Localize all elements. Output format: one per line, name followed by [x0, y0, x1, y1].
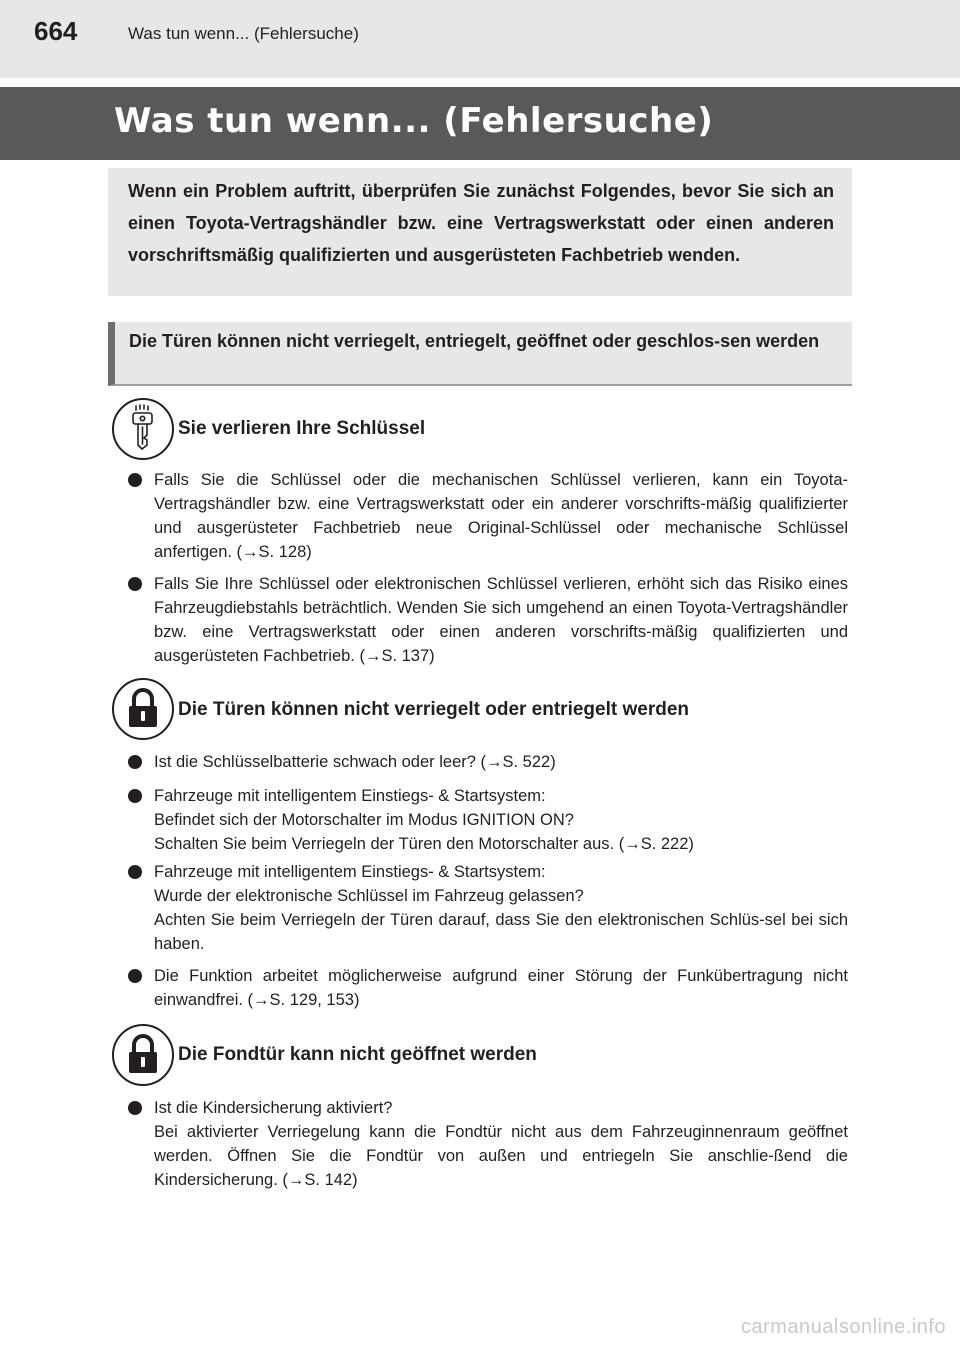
- section-title: Die Türen können nicht verriegelt, entriegelt, geöffnet oder geschlos-sen werden: [129, 331, 820, 351]
- bullet-text: Falls Sie die Schlüssel oder die mechanischen Schlüssel verlieren, kann ein Toyota-Vertragshändler bzw. eine Vertragswerkstatt oder ein anderer vorschrifts-mäßig qualifizierter und ausgerüsteter Fachbetrieb neue Original-Schlüssel oder mechanische Schlüssel anfertigen. (→S. 128): [154, 471, 848, 561]
- bullet-icon: [128, 473, 142, 487]
- padlock-icon: [112, 678, 174, 740]
- bullet-line: Wurde der elektronische Schlüssel im Fahrzeug gelassen?: [154, 887, 584, 905]
- title-band: [0, 87, 960, 160]
- padlock-icon: [112, 1024, 174, 1086]
- section-header: [108, 322, 852, 386]
- bullet-icon: [128, 755, 142, 769]
- bullet-icon: [128, 1101, 142, 1115]
- bullet-icon: [128, 789, 142, 803]
- bullet-text: Die Funktion arbeitet möglicherweise aufgrund einer Störung der Funkübertragung nicht einwandfrei. (→S. 129, 153): [154, 967, 848, 1009]
- bullet-icon: [128, 865, 142, 879]
- list-item: [128, 1096, 848, 1192]
- header-divider: [0, 78, 960, 87]
- watermark: carmanualsonline.info: [740, 1316, 946, 1338]
- list-item: [128, 750, 848, 774]
- subsection-title: Die Fondtür kann nicht geöffnet werden: [178, 1044, 537, 1065]
- bullet-text: Ist die Schlüsselbatterie schwach oder leer? (→S. 522): [154, 753, 556, 771]
- bullet-icon: [128, 577, 142, 591]
- bullet-icon: [128, 969, 142, 983]
- bullet-line: Ist die Kindersicherung aktiviert?: [154, 1099, 393, 1117]
- list-item: [128, 468, 848, 564]
- bullet-line: Schalten Sie beim Verriegeln der Türen den Motorschalter aus. (→S. 222): [154, 835, 694, 853]
- running-title: Was tun wenn... (Fehlersuche): [128, 24, 359, 43]
- key-icon: [112, 398, 174, 460]
- intro-box: [108, 168, 852, 296]
- bullet-line: Fahrzeuge mit intelligentem Einstiegs- & Startsystem:: [154, 863, 546, 881]
- bullet-line: Befindet sich der Motorschalter im Modus IGNITION ON?: [154, 811, 574, 829]
- list-item: [128, 860, 848, 956]
- page-number: 664: [34, 16, 78, 46]
- list-item: [128, 784, 848, 856]
- bullet-line: Fahrzeuge mit intelligentem Einstiegs- & Startsystem:: [154, 787, 546, 805]
- list-item: [128, 572, 848, 668]
- list-item: [128, 964, 848, 1012]
- bullet-line: Achten Sie beim Verriegeln der Türen darauf, dass Sie den elektronischen Schlüs-sel bei sich haben.: [154, 911, 848, 953]
- running-header: [0, 0, 960, 78]
- subsection-title: Sie verlieren Ihre Schlüssel: [178, 418, 426, 439]
- subsection-title: Die Türen können nicht verriegelt oder entriegelt werden: [178, 699, 689, 720]
- bullet-text: Falls Sie Ihre Schlüssel oder elektronischen Schlüssel verlieren, erhöht sich das Risiko eines Fahrzeugdiebstahls beträchtlich. Wenden Sie sich umgehend an einen Toyota-Vertragshändler bzw. eine Vertragswerkstatt oder einen anderen vorschrifts-mäßig qualifizierten und ausgerüsteten Fachbetrieb. (→S. 137): [154, 575, 848, 665]
- intro-text: Wenn ein Problem auftritt, überprüfen Sie zunächst Folgendes, bevor Sie sich an einen Toyota-Vertragshändler bzw. eine Vertragswerkstatt oder einen anderen vorschriftsmäßig qualifizierten und ausgerüsteten Fachbetrieb wenden.: [128, 181, 834, 265]
- page-title: Was tun wenn... (Fehlersuche): [114, 101, 714, 141]
- bullet-line: Bei aktivierter Verriegelung kann die Fondtür nicht aus dem Fahrzeuginnenraum geöffnet werden. Öffnen Sie die Fondtür von außen und entriegeln Sie anschlie-ßend die Kindersicherung. (→S. 142): [154, 1123, 848, 1189]
